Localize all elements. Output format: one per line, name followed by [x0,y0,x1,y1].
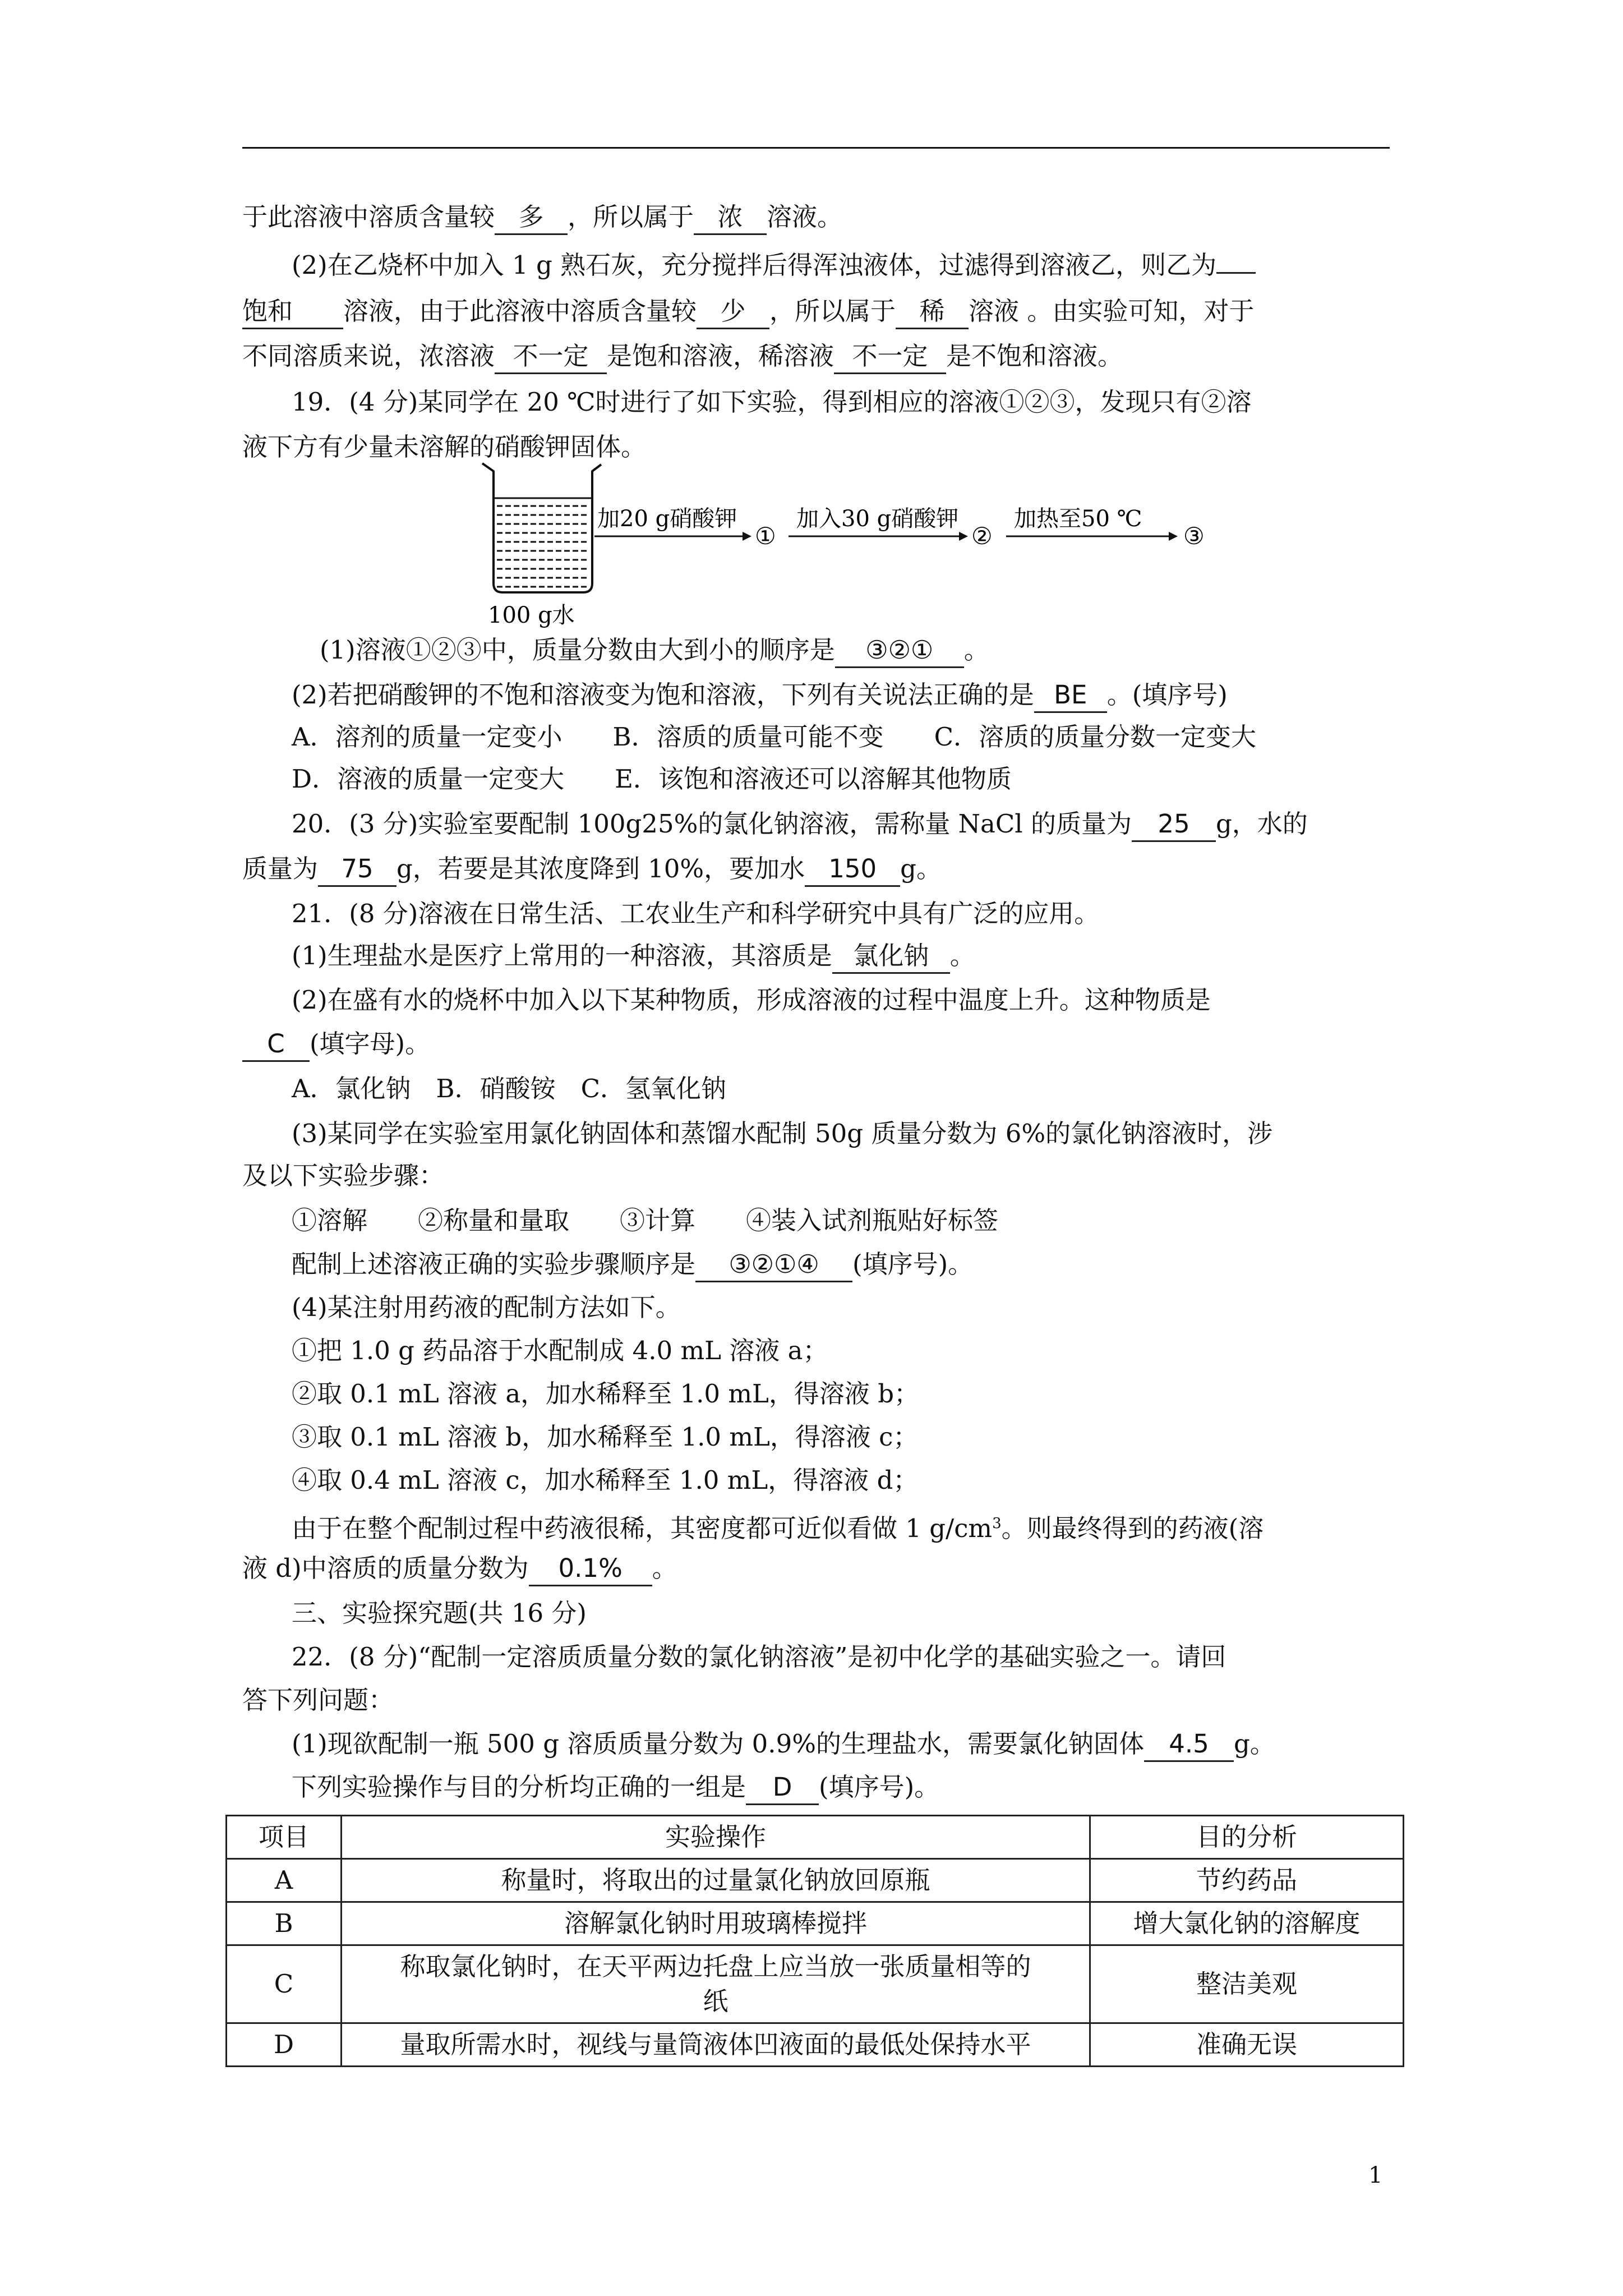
text: ，所以属于 [769,296,896,326]
answer-blank [495,340,607,374]
text: (2)在乙烧杯中加入 1 g 熟石灰，充分搅拌后得浑浊液体，过滤得到溶液乙，则乙为 [292,250,1217,280]
answer-blank [242,1028,310,1062]
text: (1)现欲配制一瓶 500 g 溶质质量分数为 0.9%的生理盐水，需要氯化钠固体 [292,1729,1144,1759]
text: 质量为 [242,854,319,884]
answer-blank [695,1248,852,1282]
arrow-1-head [743,532,751,541]
answer: 氯化钠 [853,941,929,970]
solution-1: ① [755,522,776,550]
text: g。 [1233,1729,1275,1759]
cell-aim: 整洁美观 [1090,1945,1404,2023]
answer-blank [697,295,769,329]
answer: 25 [1158,809,1190,839]
cell-item: D [227,2023,342,2067]
answer-blank [1144,1728,1234,1762]
cell-operation-line-1: 称取氯化钠时，在天平两边托盘上应当放一张质量相等的 [400,1952,1031,1981]
text: 三、实验探究题(共 16 分) [292,1598,587,1628]
text: (3)某同学在实验室用氯化钠固体和蒸馏水配制 50g 质量分数为 6%的氯化钠溶液时，涉 [292,1119,1273,1148]
answer-blank [694,201,767,235]
answer: 不一定 [513,341,589,371]
text-line [292,1463,918,1498]
beaker-icon [482,463,601,592]
answer: 饱和 [242,296,293,326]
text-line [242,339,1123,374]
header-item: 项目 [227,1816,342,1859]
answer: 不一定 [852,341,928,371]
text: 22．(8 分)“配制一定溶质质量分数的氯化钠溶液”是初中化学的基础实验之一。请回 [292,1642,1227,1672]
answer: C [267,1029,285,1059]
text-line [292,1333,828,1368]
text-line [242,1551,677,1586]
text: 由于在整个配制过程中药液很稀，其密度都可近似看做 1 g/cm [292,1513,993,1543]
text-line [292,1290,681,1325]
text-line [292,248,1256,283]
answer-blank [834,340,946,374]
answer: 75 [341,854,374,884]
step-2-label: 加入30 g硝酸钾 [796,506,959,532]
text-line [292,1247,973,1282]
text: 答下列问题： [242,1685,394,1715]
text-line [292,1727,1275,1762]
text: 溶液 。由实验可知，对于 [969,296,1255,326]
text-line [292,678,1228,713]
answer-blank [896,295,969,329]
answer-blank [835,634,964,668]
text: (填字母)。 [310,1029,431,1059]
answer-blank [805,853,900,887]
answer: 多 [518,202,544,232]
arrow-2-head [959,532,968,541]
steps-line [292,1203,998,1238]
text-line [242,294,1254,329]
text: 于此溶液中溶质含量较 [242,202,495,232]
answer: 4.5 [1169,1729,1209,1759]
table-row [227,1945,1404,2023]
cell-operation: 量取所需水时，视线与量筒液体凹液面的最低处保持水平 [342,2023,1090,2067]
text: 液下方有少量未溶解的硝酸钾固体。 [242,432,647,462]
header-rule [242,147,1390,149]
text: (1)溶液①②③中，质量分数由大到小的顺序是 [320,635,835,665]
text: (2)在盛有水的烧杯中加入以下某种物质，形成溶液的过程中温度上升。这种物质是 [292,985,1211,1015]
text: 液 d)中溶质的质量分数为 [242,1553,529,1583]
answer: 稀 [919,296,945,326]
section-heading [292,1596,587,1631]
text: 19．(4 分)某同学在 20 ℃时进行了如下实验，得到相应的溶液①②③，发现只有②溶 [292,387,1252,417]
text: (2)若把硝酸钾的不饱和溶液变为饱和溶液，下列有关说法正确的是 [292,680,1034,710]
answer-blank [318,853,396,887]
answer-blank [746,1771,819,1805]
cell-operation: 称量时，将取出的过量氯化钠放回原瓶 [342,1859,1090,1902]
answer: ③②① [865,635,934,665]
text: 不同溶质来说，浓溶液 [242,341,495,371]
answer-blank [1216,272,1256,274]
text-line [292,938,975,974]
text: ①溶解 ②称量和量取 ③计算 ④装入试剂瓶贴好标签 [292,1205,999,1235]
text-line [242,1683,394,1718]
step-3-label: 加热至50 ℃ [1014,506,1142,532]
text-line [292,1420,918,1455]
text: (填序号)。 [852,1249,974,1279]
superscript: 3 [992,1515,1002,1532]
text: 。(填序号) [1106,680,1228,710]
question-21 [292,896,1099,931]
text: 配制上述溶液正确的实验步骤顺序是 [292,1249,696,1279]
text: (填序号)。 [819,1772,940,1802]
text: g，若要是其浓度降到 10%，要加水 [396,854,805,884]
cell-operation-line-2: 纸 [703,1986,728,2016]
options-line [292,1071,726,1106]
question-19 [292,385,1252,420]
cell-aim: 节约药品 [1090,1859,1404,1902]
answer-blank [832,940,950,974]
text: ③取 0.1 mL 溶液 b，加水稀释至 1.0 mL，得溶液 c； [292,1422,919,1452]
cell-operation [342,1945,1090,2023]
answer-blank [495,201,568,235]
solution-2: ② [971,522,993,550]
text: (4)某注射用药液的配制方法如下。 [292,1292,681,1322]
text-line [242,1158,444,1193]
options-line [292,720,1256,754]
text: ①把 1.0 g 药品溶于水配制成 4.0 mL 溶液 a； [292,1336,828,1365]
question-20 [292,807,1308,842]
text: ②取 0.1 mL 溶液 a，加水稀释至 1.0 mL，得溶液 b； [292,1379,920,1409]
answer: 少 [720,296,746,326]
question-22 [292,1640,1226,1674]
text: g，水的 [1215,809,1308,839]
answer: 150 [828,854,877,884]
text: 是不饱和溶液。 [946,341,1123,371]
answer: D [772,1772,792,1802]
answer: 0.1% [558,1553,623,1583]
text: A．溶剂的质量一定变小 B．溶质的质量可能不变 C．溶质的质量分数一定变大 [292,722,1257,752]
water-label: 100 g水 [488,602,575,628]
text: 下列实验操作与目的分析均正确的一组是 [292,1772,746,1802]
text: 。 [963,635,989,665]
text-line [292,1770,939,1805]
step-1-label: 加20 g硝酸钾 [597,506,737,532]
text: 溶液。 [767,202,843,232]
text: 。 [949,941,975,970]
text: ，所以属于 [568,202,694,232]
text-line [292,1377,919,1411]
table-row [227,1902,1404,1945]
text: A．氯化钠 B．硝酸铵 C．氢氧化钠 [292,1074,726,1103]
text-line [292,983,1211,1018]
cell-aim: 准确无误 [1090,2023,1404,2067]
text: D．溶液的质量一定变大 E．该饱和溶液还可以溶解其他物质 [292,764,1012,794]
cell-item: C [227,1945,342,2023]
solution-3: ③ [1183,522,1205,550]
text: 。则最终得到的药液(溶 [1001,1513,1264,1543]
experiment-diagram [477,460,1262,628]
cell-operation: 溶解氯化钠时用玻璃棒搅拌 [342,1902,1090,1945]
answer: 浓 [717,202,743,232]
text-line [242,200,842,235]
cell-aim: 增大氯化钠的溶解度 [1090,1902,1404,1945]
cell-item: B [227,1902,342,1945]
text: 是饱和溶液，稀溶液 [607,341,834,371]
answer-blank [1132,808,1216,842]
table-header-row [227,1816,1404,1859]
answer-blank [529,1552,652,1586]
text: 。 [652,1553,677,1583]
text: 及以下实验步骤： [242,1161,445,1190]
answer: ③②①④ [728,1249,819,1279]
arrow-3-head [1169,532,1178,541]
text-line [242,430,646,464]
table-row [227,1859,1404,1902]
text: 21．(8 分)溶液在日常生活、工农业生产和科学研究中具有广泛的应用。 [292,899,1100,928]
text-line [242,1027,430,1062]
answer-blank [1034,679,1107,713]
cell-item: A [227,1859,342,1902]
operations-table [225,1815,1404,2067]
header-aim: 目的分析 [1090,1816,1404,1859]
text-line [320,633,989,668]
text-line [242,852,942,887]
text: (1)生理盐水是医疗上常用的一种溶液，其溶质是 [292,941,832,970]
text-line [292,1506,1264,1546]
text: ④取 0.4 mL 溶液 c，加水稀释至 1.0 mL，得溶液 d； [292,1465,919,1495]
answer: BE [1054,680,1087,710]
page-number: 1 [1368,2162,1383,2188]
text: g。 [900,854,942,884]
table-row [227,2023,1404,2067]
answer-blank [242,295,343,329]
header-operation: 实验操作 [342,1816,1090,1859]
text-line [292,1116,1272,1151]
text: 20．(3 分)实验室要配制 100g25%的氯化钠溶液，需称量 NaCl 的质量为 [292,809,1132,839]
options-line [292,762,1012,797]
text: 溶液，由于此溶液中溶质含量较 [343,296,697,326]
